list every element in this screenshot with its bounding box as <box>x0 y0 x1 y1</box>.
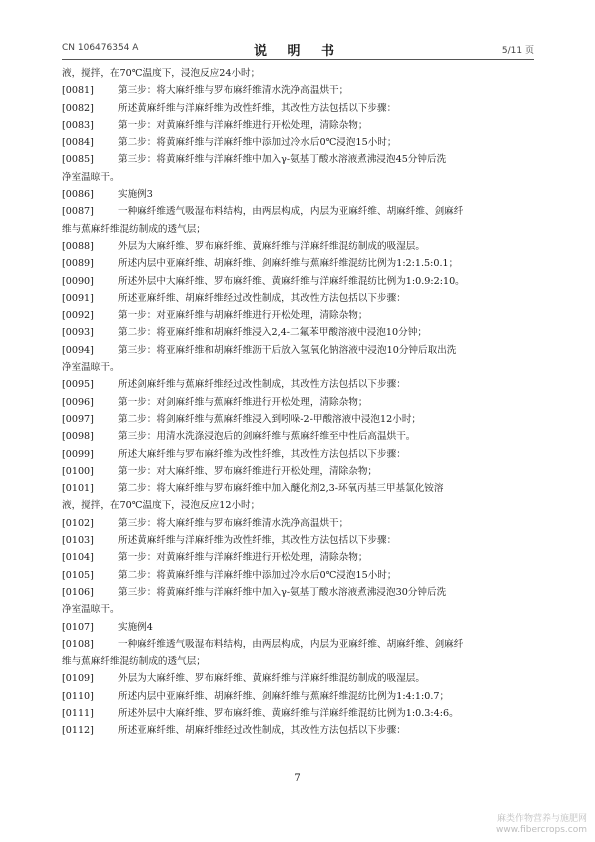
paragraph-text: 第二步：将黄麻纤维与洋麻纤维中添加过冷水后0℃浸泡15小时； <box>118 569 397 581</box>
paragraph-number: [0101] <box>62 483 94 495</box>
watermark-title: 麻类作物营养与施肥网 <box>496 814 587 824</box>
paragraph-number: [0092] <box>62 310 94 322</box>
page-header <box>62 40 534 58</box>
paragraph-number: [0098] <box>62 431 94 443</box>
paragraph-line <box>62 463 534 480</box>
paragraph-text: 第二步：将黄麻纤维与洋麻纤维中添加过冷水后0℃浸泡15小时； <box>118 137 397 149</box>
paragraph-text: 所述大麻纤维与罗布麻纤维为改性纤维，其改性方法包括以下步骤： <box>118 448 406 460</box>
paragraph-line <box>62 688 534 705</box>
paragraph-text: 所述亚麻纤维、胡麻纤维经过改性制成，其改性方法包括以下步骤： <box>118 292 406 304</box>
paragraph-text: 所述外层中大麻纤维、罗布麻纤维、黄麻纤维与洋麻纤维混纺比例为1:0.3:4:6。 <box>118 707 459 719</box>
paragraph-text: 实施例3 <box>118 189 153 201</box>
paragraph-number: [0095] <box>62 379 94 391</box>
paragraph-line <box>62 186 534 203</box>
paragraph-text: 净室温晾干。 <box>62 171 120 183</box>
paragraph-line <box>62 117 534 134</box>
paragraph-text: 维与蕉麻纤维混纺制成的透气层； <box>62 223 206 235</box>
paragraph-number: [0093] <box>62 327 94 339</box>
paragraph-text: 第一步：对黄麻纤维与洋麻纤维进行开松处理，清除杂物； <box>118 552 368 564</box>
paragraph-line <box>62 307 534 324</box>
paragraph-text: 第三步：将黄麻纤维与洋麻纤维中加入γ-氨基丁酸水溶液煮沸浸泡30分钟后洗 <box>118 586 447 598</box>
paragraph-line <box>62 567 534 584</box>
paragraph-line <box>62 653 534 670</box>
paragraph-number: [0087] <box>62 206 94 218</box>
paragraph-text: 外层为大麻纤维、罗布麻纤维、黄麻纤维与洋麻纤维混纺制成的吸湿层。 <box>118 673 425 685</box>
paragraph-text: 所述黄麻纤维与洋麻纤维为改性纤维，其改性方法包括以下步骤： <box>118 535 397 547</box>
paragraph-line <box>62 619 534 636</box>
paragraph-number: [0081] <box>62 85 94 97</box>
paragraph-number: [0108] <box>62 638 94 650</box>
paragraph-line <box>62 134 534 151</box>
paragraph-text: 第三步：将大麻纤维与罗布麻纤维清水洗净高温烘干； <box>118 517 349 529</box>
paragraph-number: [0084] <box>62 137 94 149</box>
watermark-url: www.fibercrops.com <box>496 825 587 835</box>
publication-number: CN 106476354 A <box>62 43 139 53</box>
paragraph-number: [0110] <box>62 690 94 702</box>
paragraph-text: 第三步：用清水洗涤浸泡后的剑麻纤维与蕉麻纤维至中性后高温烘干。 <box>118 431 416 443</box>
paragraph-number: [0086] <box>62 189 94 201</box>
paragraph-number: [0102] <box>62 517 94 529</box>
paragraph-line <box>62 376 534 393</box>
paragraph-text: 第一步：对亚麻纤维与胡麻纤维进行开松处理，清除杂物； <box>118 310 368 322</box>
paragraph-text: 第一步：对黄麻纤维与洋麻纤维进行开松处理，清除杂物； <box>118 119 368 131</box>
document-title: 说 明 书 <box>253 44 343 59</box>
paragraph-text: 所述内层中亚麻纤维、胡麻纤维、剑麻纤维与蕉麻纤维混纺比例为1:4:1:0.7； <box>118 690 450 702</box>
paragraph-text: 维与蕉麻纤维混纺制成的透气层； <box>62 656 206 668</box>
paragraph-line <box>62 532 534 549</box>
paragraph-line <box>62 670 534 687</box>
paragraph-number: [0104] <box>62 552 94 564</box>
paragraph-line <box>62 497 534 514</box>
paragraph-number: [0088] <box>62 240 94 252</box>
paragraph-line <box>62 290 534 307</box>
paragraph-text: 液，搅拌，在70℃温度下，浸泡反应24小时； <box>62 68 261 79</box>
paragraph-text: 第二步：将剑麻纤维与蕉麻纤维浸入到吲哚-2-甲酸溶液中浸泡12小时； <box>118 413 422 425</box>
paragraph-line <box>62 636 534 653</box>
paragraph-text: 第三步：将黄麻纤维与洋麻纤维中加入γ-氨基丁酸水溶液煮沸浸泡45分钟后洗 <box>118 154 447 166</box>
paragraph-line <box>62 359 534 376</box>
paragraph-text: 液，搅拌，在70℃温度下，浸泡反应12小时； <box>62 500 261 512</box>
paragraph-number: [0103] <box>62 535 94 547</box>
paragraph-line <box>62 255 534 272</box>
paragraph-text: 第三步：将亚麻纤维和胡麻纤维沥干后放入氢氧化钠溶液中浸泡10分钟后取出洗 <box>118 344 457 356</box>
paragraph-text: 第一步：对大麻纤维、罗布麻纤维进行开松处理，清除杂物； <box>118 465 378 477</box>
paragraph-number: [0107] <box>62 621 94 633</box>
paragraph-number: [0112] <box>62 725 94 737</box>
paragraph-number: [0094] <box>62 344 94 356</box>
paragraph-text: 所述亚麻纤维、胡麻纤维经过改性制成，其改性方法包括以下步骤： <box>118 725 406 737</box>
paragraph-number: [0105] <box>62 569 94 581</box>
paragraph-line <box>62 169 534 186</box>
paragraph-line <box>62 705 534 722</box>
paragraph-text: 所述内层中亚麻纤维、胡麻纤维、剑麻纤维与蕉麻纤维混纺比例为1:2:1.5:0.1； <box>118 258 459 270</box>
paragraph-line <box>62 515 534 532</box>
site-watermark <box>496 814 587 836</box>
paragraph-line <box>62 446 534 463</box>
paragraph-number: [0085] <box>62 154 94 166</box>
paragraph-text: 外层为大麻纤维、罗布麻纤维、黄麻纤维与洋麻纤维混纺制成的吸湿层。 <box>118 240 425 252</box>
paragraph-text: 第二步：将亚麻纤维和胡麻纤维浸入2,4-二氟苯甲酸溶液中浸泡10分钟； <box>118 327 427 339</box>
paragraph-text: 一种麻纤维透气吸湿布料结构，由两层构成，内层为亚麻纤维、胡麻纤维、剑麻纤 <box>118 638 464 650</box>
paragraph-line <box>62 480 534 497</box>
paragraph-number: [0090] <box>62 275 94 287</box>
paragraph-number: [0091] <box>62 292 94 304</box>
paragraph-text: 第三步：将大麻纤维与罗布麻纤维清水洗净高温烘干； <box>118 85 349 97</box>
paragraph-text: 所述剑麻纤维与蕉麻纤维经过改性制成，其改性方法包括以下步骤： <box>118 379 406 391</box>
paragraph-number: [0109] <box>62 673 94 685</box>
paragraph-number: [0097] <box>62 413 94 425</box>
paragraph-line <box>62 722 534 739</box>
paragraph-line <box>62 151 534 168</box>
paragraph-text: 所述外层中大麻纤维、罗布麻纤维、黄麻纤维与洋麻纤维混纺比例为1:0.9:2:10。 <box>118 275 465 287</box>
paragraph-number: [0106] <box>62 586 94 598</box>
paragraph-line <box>62 324 534 341</box>
paragraph-line <box>62 601 534 618</box>
page-number: 7 <box>294 773 301 784</box>
paragraph-line <box>62 273 534 290</box>
paragraph-line <box>62 584 534 601</box>
paragraph-number: [0096] <box>62 396 94 408</box>
paragraph-line <box>62 238 534 255</box>
paragraph-line <box>62 65 534 82</box>
paragraph-text: 第一步：对剑麻纤维与蕉麻纤维进行开松处理，清除杂物； <box>118 396 368 408</box>
paragraph-number: [0099] <box>62 448 94 460</box>
paragraph-line <box>62 549 534 566</box>
paragraph-number: [0111] <box>62 707 94 719</box>
paragraph-number: [0100] <box>62 465 94 477</box>
paragraph-text: 净室温晾干。 <box>62 362 120 374</box>
paragraph-text: 实施例4 <box>118 621 153 633</box>
paragraph-number: [0089] <box>62 258 94 270</box>
paragraph-line <box>62 394 534 411</box>
paragraph-line <box>62 203 534 220</box>
paragraph-text: 净室温晾干。 <box>62 604 120 616</box>
paragraph-line <box>62 100 534 117</box>
paragraph-line <box>62 411 534 428</box>
paragraph-text: 第二步：将大麻纤维与罗布麻纤维中加入醚化剂2,3-环氧丙基三甲基氯化铵溶 <box>118 483 444 495</box>
paragraph-number: [0082] <box>62 102 94 114</box>
paragraph-text: 一种麻纤维透气吸湿布料结构，由两层构成，内层为亚麻纤维、胡麻纤维、剑麻纤 <box>118 206 464 218</box>
paragraph-line <box>62 82 534 99</box>
paragraph-number: [0083] <box>62 119 94 131</box>
page-indicator: 5/11 页 <box>501 46 534 56</box>
paragraph-line <box>62 221 534 238</box>
paragraph-line <box>62 428 534 445</box>
header-rule <box>62 59 534 60</box>
document-body <box>62 65 534 740</box>
paragraph-line <box>62 342 534 359</box>
paragraph-text: 所述黄麻纤维与洋麻纤维为改性纤维，其改性方法包括以下步骤： <box>118 102 397 114</box>
